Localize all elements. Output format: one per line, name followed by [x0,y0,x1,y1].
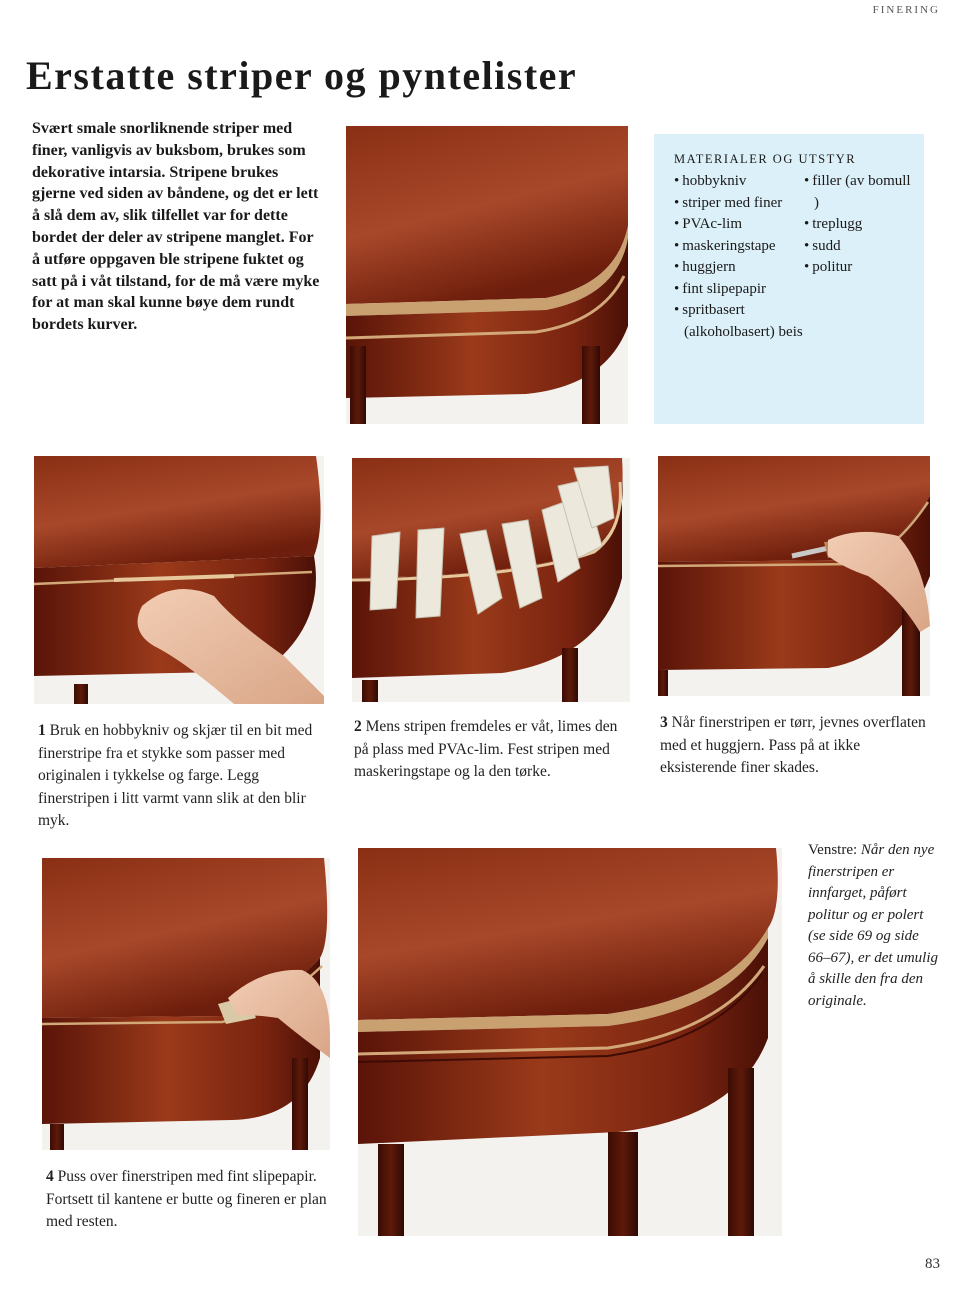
materials-list-1 [674,171,804,343]
intro-paragraph: Svært smale snorliknende striper med finer, vanligvis av buksbom, brukes som dekorative intarsia. Stripene brukes gjerne ved siden av båndene, og det er lett å slå dem av, slik tilfellet var for dette bordet der deler av stripene manglet. For å utføre oppgaven ble stripene fuktet og satt på i våt tilstand, for de må være myke for at man skal kunne bøye dem rundt bordets kurver. [32,120,320,334]
photo-step-1-cutting-strip [34,456,324,704]
step-4-caption [46,1166,336,1234]
material-item: • spritbasert (alkoholbasert) beis [674,300,804,343]
materials-box [654,134,924,424]
step-number: 2 [354,718,362,735]
demilune-table-illustration [346,126,628,424]
materials-title: MATERIALER OG UTSTYR [674,152,857,166]
photo-table-missing-stringing [346,126,628,424]
sandpaper-illustration [42,858,330,1150]
page-title: Erstatte striper og pyntelister [26,53,578,98]
step-number: 1 [38,722,46,739]
demilune-table-illustration [358,848,782,1236]
photo-step-2-taped-strip [352,458,630,702]
material-item: • huggjern [674,257,804,279]
photo-step-4-sanding [42,858,330,1150]
material-item: • politur [804,257,914,279]
step-number: 4 [46,1168,54,1185]
material-item: • PVAc-lim [674,214,804,236]
material-item: • maskeringstape [674,236,804,258]
masking-tape-illustration [352,458,630,702]
step-2-caption [354,716,634,784]
step-text: Bruk en hobbykniv og skjær til en bit med finerstripe fra et stykke som passer med originalen i tykkelse og farge. Legg finerstripen i litt varmt vann slik at den blir myk. [38,722,313,829]
side-caption-text: Når den nye finerstripen er innfarget, påført politur og er polert (se side 69 og side 66–67), er det umulig å skille den fra den originale. [808,842,938,1009]
material-item: • hobbykniv [674,171,804,193]
material-item: • fint slipepapir [674,279,804,301]
side-caption-lead: Venstre: [808,842,861,858]
hand-with-strip-illustration [34,456,324,704]
step-text: Mens stripen fremdeles er våt, limes den på plass med PVAc-lim. Fest stripen med maskeringstape og la den tørke. [354,718,618,780]
material-item: • filler (av bomull ) [804,171,914,214]
materials-list-2 [804,171,914,343]
chisel-illustration [658,456,930,696]
page-number: 83 [925,1256,940,1272]
material-item: • treplugg [804,214,914,236]
photo-finished-table [358,848,782,1236]
step-3-caption [660,712,932,780]
material-item: • sudd [804,236,914,258]
step-text: Når finerstripen er tørr, jevnes overflaten med et huggjern. Pass på at ikke eksisterende finer skades. [660,714,926,776]
step-number: 3 [660,714,668,731]
photo-step-3-chisel [658,456,930,696]
material-item: • striper med finer [674,193,804,215]
step-1-caption [38,720,328,833]
step-text: Puss over finerstripen med fint slipepapir. Fortsett til kantene er butte og fineren er plan med resten. [46,1168,327,1230]
side-caption [808,840,938,1012]
running-head: FINERING [872,4,940,16]
